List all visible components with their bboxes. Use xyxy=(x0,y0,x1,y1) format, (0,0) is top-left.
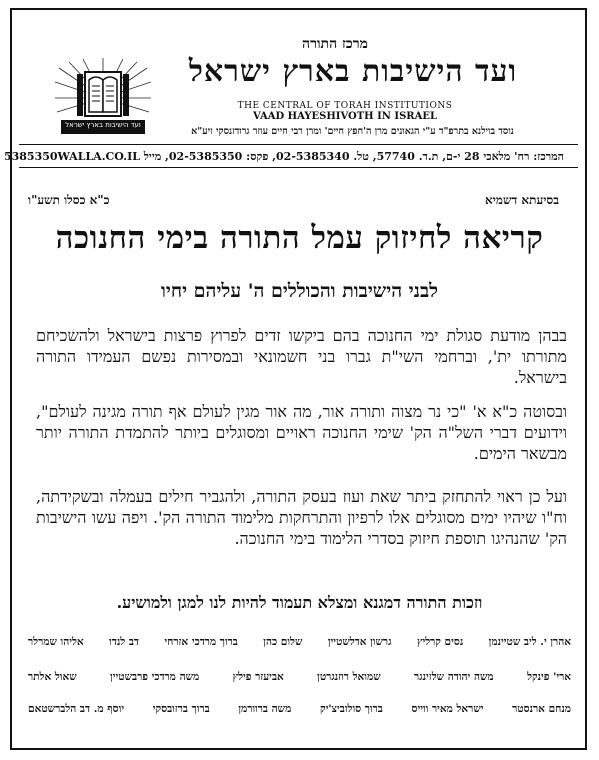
signature-row-1 xyxy=(28,636,571,648)
subheadline: לבני הישיבות והכוללים ה' עליהם יחיו xyxy=(160,280,438,302)
signature: משה יהודה שלזינגר xyxy=(414,671,494,683)
signature: ברוך מרדכי אזרחי xyxy=(164,636,238,648)
signature-row-2 xyxy=(28,671,571,683)
org-english-line2: VAAD HAYESHIVOTH IN ISRAEL xyxy=(252,111,438,122)
logo-caption: ועד הישיבות בארץ ישראל xyxy=(65,121,141,129)
closing-line: וזכות התורה דמגנא ומצלא תעמוד להיות לנו למגן ולמושיע. xyxy=(116,593,483,612)
header-divider-top xyxy=(19,144,578,145)
signature-row-3 xyxy=(28,703,571,715)
signature: ישראל מאיר ווייס xyxy=(411,703,484,715)
signature: שלום כהן xyxy=(263,636,303,648)
signature: יוסף מ. דב הלברשטאם xyxy=(28,703,125,715)
signature: נסים קרליץ xyxy=(416,636,464,648)
body-paragraph-1: בבהן מודעת סגולת ימי החנוכה בהם ביקשו זדים לפרוץ פרצות בישראל ולהשכיחם מתורתו ית', וברחמי השי"ת גברו בני חשמונאי ובמסירות נפשם העמידו התורה בישראל. xyxy=(36,326,568,387)
date-label: כ"א כסלו תשע"ו xyxy=(28,193,110,207)
body-paragraph-2: ובסוטה כ"א א' "כי נר מצוה ותורה אור, מה אור מגין לעולם אף תורה מגינה לעולם", וידועים דברי השל"ה הק' שימי החנוכה ראויים ומסוגלים ביותר להתמדת התורה יותר מבשאר הימים. xyxy=(36,402,567,463)
signature: שאול אלתר xyxy=(28,671,77,683)
signature: משה מרדכי פרבשטיין xyxy=(110,671,200,683)
signature: ברוך ברזובסקי xyxy=(152,703,210,715)
header-divider-bottom xyxy=(19,167,578,168)
signature: אהרן י. ליב שטיינמן xyxy=(488,636,571,648)
signature: גרשון אדלשטיין xyxy=(327,636,392,648)
signature: מנחם ארנסטר xyxy=(512,703,571,715)
bsd-label: בסיעתא דשמיא xyxy=(485,193,559,207)
signature: משה ברוורמן xyxy=(238,703,292,715)
address-line: המרכז: רח' מלאכי 28 י-ם, ת.ד. 57740, טל. 02-5385340, פקס: 02-5385350, מייל 5385350WALLA.CO.IL xyxy=(3,150,564,163)
body-paragraph-3: ועל כן ראוי להתחזק ביתר שאת ועוז בעסק התורה, ולהגביר חילים בעמלה ובשקידתה, וח"ו שיהיו ימים מסוגלים אלו לרפיון והתרחקות מלימוד התורה הק'. ויפה עשו הישיבות הק' שהנהיגו תוספת חיזוק בסדרי הלימוד בימי החנוכה. xyxy=(36,487,567,548)
signature: ברוך סולוביצ'יק xyxy=(319,703,383,715)
torah-ark-logo-icon xyxy=(55,58,151,140)
signature: דב לנדו xyxy=(109,636,139,648)
signature: אביעזר פילץ xyxy=(232,671,284,683)
org-english-line1: THE CENTRAL OF TORAH INSTITUTIONS xyxy=(237,101,453,111)
org-name: ועד הישיבות בארץ ישראל xyxy=(188,54,518,89)
founders-line: נוסד בוילנא בתרפ"ד ע"י הגאונים מרן ה'חפץ חיים' ומרן רבי חיים עוזר גרודזנסקי זיע"א xyxy=(191,126,514,137)
center-label: מרכז התורה xyxy=(302,36,368,52)
signature: ארי' פינקל xyxy=(527,671,571,683)
headline: קריאה לחיזוק עמל התורה בימי החנוכה xyxy=(55,220,544,256)
signature: שמואל רוזנגרטן xyxy=(317,671,381,683)
signature: אליהו שמרלר xyxy=(28,636,84,648)
